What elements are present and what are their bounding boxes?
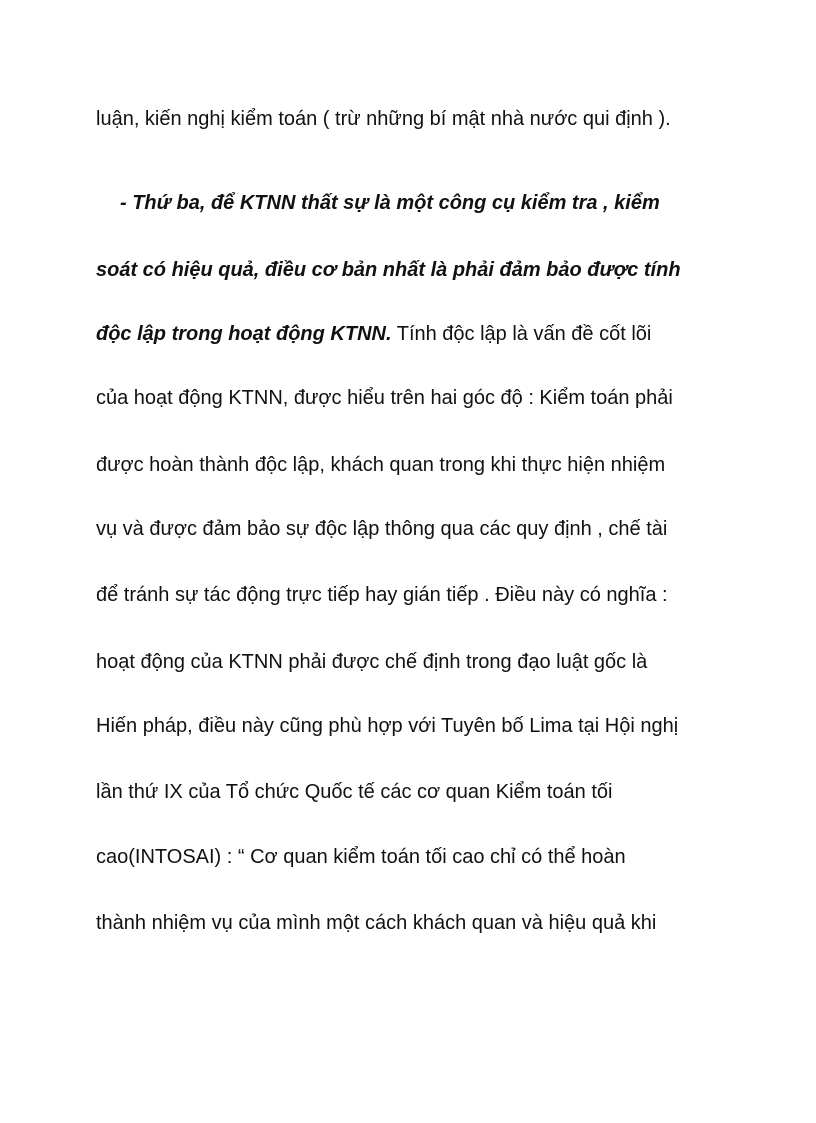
text-line-8 xyxy=(96,583,668,607)
text-line-11 xyxy=(96,780,612,804)
text-line-12 xyxy=(96,845,626,869)
text-line: cao(INTOSAI) : “ Cơ quan kiểm toán tối cao chỉ có thể hoàn xyxy=(96,846,626,868)
text-line: của hoạt động KTNN, được hiểu trên hai góc độ : Kiểm toán phải xyxy=(96,387,673,409)
text-line-7 xyxy=(96,517,667,541)
text-line-5 xyxy=(96,386,673,410)
text-line: Tính độc lập là vấn đề cốt lõi xyxy=(391,323,652,345)
text-line-3 xyxy=(96,258,681,282)
text-line: luận, kiến nghị kiểm toán ( trừ những bí mật nhà nước qui định ). xyxy=(96,108,671,130)
text-line: để tránh sự tác động trực tiếp hay gián tiếp . Điều này có nghĩa : xyxy=(96,584,668,606)
text-line-4 xyxy=(96,322,651,346)
text-line-6 xyxy=(96,453,665,477)
text-line-2 xyxy=(120,191,660,215)
text-line-10 xyxy=(96,714,678,738)
text-line-9 xyxy=(96,650,647,674)
text-line: vụ và được đảm bảo sự độc lập thông qua các quy định , chế tài xyxy=(96,518,668,540)
text-line-1 xyxy=(96,107,671,131)
text-line-13 xyxy=(96,911,656,935)
text-line: thành nhiệm vụ của mình một cách khách quan và hiệu quả khi xyxy=(96,912,657,934)
text-line: hoạt động của KTNN phải được chế định trong đạo luật gốc là xyxy=(96,651,648,673)
text-line: được hoàn thành độc lập, khách quan trong khi thực hiện nhiệm xyxy=(96,454,666,476)
text-line: Hiến pháp, điều này cũng phù hợp với Tuyên bố Lima tại Hội nghị xyxy=(96,715,679,737)
text-line: - Thứ ba, để KTNN thất sự là một công cụ kiểm tra , kiểm xyxy=(120,192,660,214)
text-line: soát có hiệu quả, điều cơ bản nhất là phải đảm bảo được tính xyxy=(96,259,681,281)
text-line: lần thứ IX của Tổ chức Quốc tế các cơ quan Kiểm toán tối xyxy=(96,781,613,803)
bold-italic-text: độc lập trong hoạt động KTNN. xyxy=(96,323,392,345)
